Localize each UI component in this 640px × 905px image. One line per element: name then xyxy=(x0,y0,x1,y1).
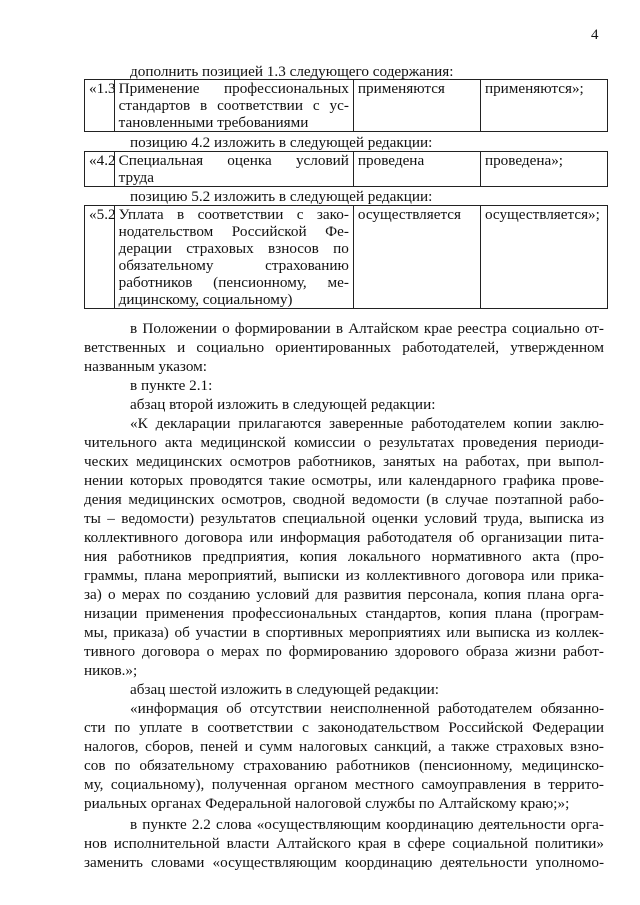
intro-position-4-2: позицию 4.2 изложить в следующей редакции: xyxy=(130,134,433,151)
paragraph-line: нов исполнительной власти Алтайского края в сфере социальной политики» xyxy=(84,835,604,852)
paragraph-line: ты – ведомости) результатов специальной оценки условий труда, выписка из xyxy=(84,510,604,527)
table-position-5-2 xyxy=(84,205,608,309)
paragraph-line: мы, приказа) об участии в спортивных мероприятиях или выписка из коллек- xyxy=(84,624,604,641)
position-number: «5.2 xyxy=(85,206,115,309)
paragraph-line: тивного договора о мерах по формированию здорового образа жизни работ- xyxy=(84,643,604,660)
paragraph-line: «К декларации прилагаются заверенные работодателем копии заклю- xyxy=(130,415,604,432)
paragraph-line: низации применения профессиональных стандартов, копия плана (програм- xyxy=(84,605,604,622)
paragraph-line: дения медицинских осмотров, сводной ведомости (в случае поэтапной рабо- xyxy=(84,491,604,508)
page-number: 4 xyxy=(591,27,599,43)
paragraph-line: чительного акта медицинской комиссии о результатах проведения периоди- xyxy=(84,434,604,451)
paragraph-line: ветственных и социально ориентированных работодателей, утвержденном xyxy=(84,339,604,356)
paragraph-line: риальных органах Федеральной налоговой службы по Алтайскому краю;»; xyxy=(84,795,570,812)
paragraph-line: нении которых проводятся такие осмотры, или календарного графика прове- xyxy=(84,472,604,489)
intro-position-1-3: дополнить позицией 1.3 следующего содержания: xyxy=(130,63,454,80)
paragraph-line: в пункте 2.2 слова «осуществляющим координацию деятельности орга- xyxy=(130,816,604,833)
position-name: Уплата в соответствии с зако- нодательством Российской Фе- дерации страховых взносов по обязательному страхованию работников (пенсионному, ме- дицинскому, социальному) xyxy=(114,206,353,309)
paragraph-line: в пункте 2.1: xyxy=(130,377,213,394)
value-before: осуществляется xyxy=(353,206,480,309)
value-before: применяются xyxy=(353,80,480,132)
paragraph-line: заменить словами «осуществляющим координацию деятельности уполномо- xyxy=(84,854,604,871)
position-name: Применение профессиональных стандартов в соответствии с ус- тановленными требованиями xyxy=(114,80,353,132)
table-row xyxy=(85,152,608,187)
position-number: «4.2 xyxy=(85,152,115,187)
paragraph-line: в Положении о формировании в Алтайском крае реестра социально от- xyxy=(130,320,604,337)
value-after: осуществляется»; xyxy=(480,206,607,309)
paragraph-line: граммы, плана мероприятий, выписки из коллективного договора или прика- xyxy=(84,567,604,584)
paragraph-line: абзац шестой изложить в следующей редакции: xyxy=(130,681,439,698)
paragraph-line: сов по обязательному страхованию работников (пенсионному, медицинско- xyxy=(84,757,604,774)
value-after: применяются»; xyxy=(480,80,607,132)
table-position-4-2 xyxy=(84,151,608,187)
paragraph-line: ния работников предприятия, копия локального нормативного акта (про- xyxy=(84,548,604,565)
paragraph-line: му, социальному), полученная органом местного самоуправления в террито- xyxy=(84,776,604,793)
value-after: проведена»; xyxy=(480,152,607,187)
paragraph-line: «информация об отсутствии неисполненной работодателем обязанно- xyxy=(130,700,604,717)
paragraph-line: ческих медицинских осмотров работников, занятых на работах, при выпол- xyxy=(84,453,604,470)
position-number: «1.3 xyxy=(85,80,115,132)
paragraph-line: названным указом: xyxy=(84,358,207,375)
position-name: Специальная оценка условий труда xyxy=(114,152,353,187)
table-row xyxy=(85,80,608,132)
paragraph-line: за) о мерах по созданию условий для развития персонала, копия плана орга- xyxy=(84,586,604,603)
table-position-1-3 xyxy=(84,79,608,132)
paragraph-line: ников.»; xyxy=(84,662,138,679)
paragraph-line: коллективного договора или информация работодателя об организации пита- xyxy=(84,529,604,546)
paragraph-line: абзац второй изложить в следующей редакции: xyxy=(130,396,436,413)
paragraph-line: налогов, сборов, пеней и сумм налоговых санкций, а также страховых взно- xyxy=(84,738,604,755)
value-before: проведена xyxy=(353,152,480,187)
paragraph-line: сти по уплате в соответствии с законодательством Российской Федерации xyxy=(84,719,604,736)
table-row xyxy=(85,206,608,309)
intro-position-5-2: позицию 5.2 изложить в следующей редакции: xyxy=(130,188,433,205)
